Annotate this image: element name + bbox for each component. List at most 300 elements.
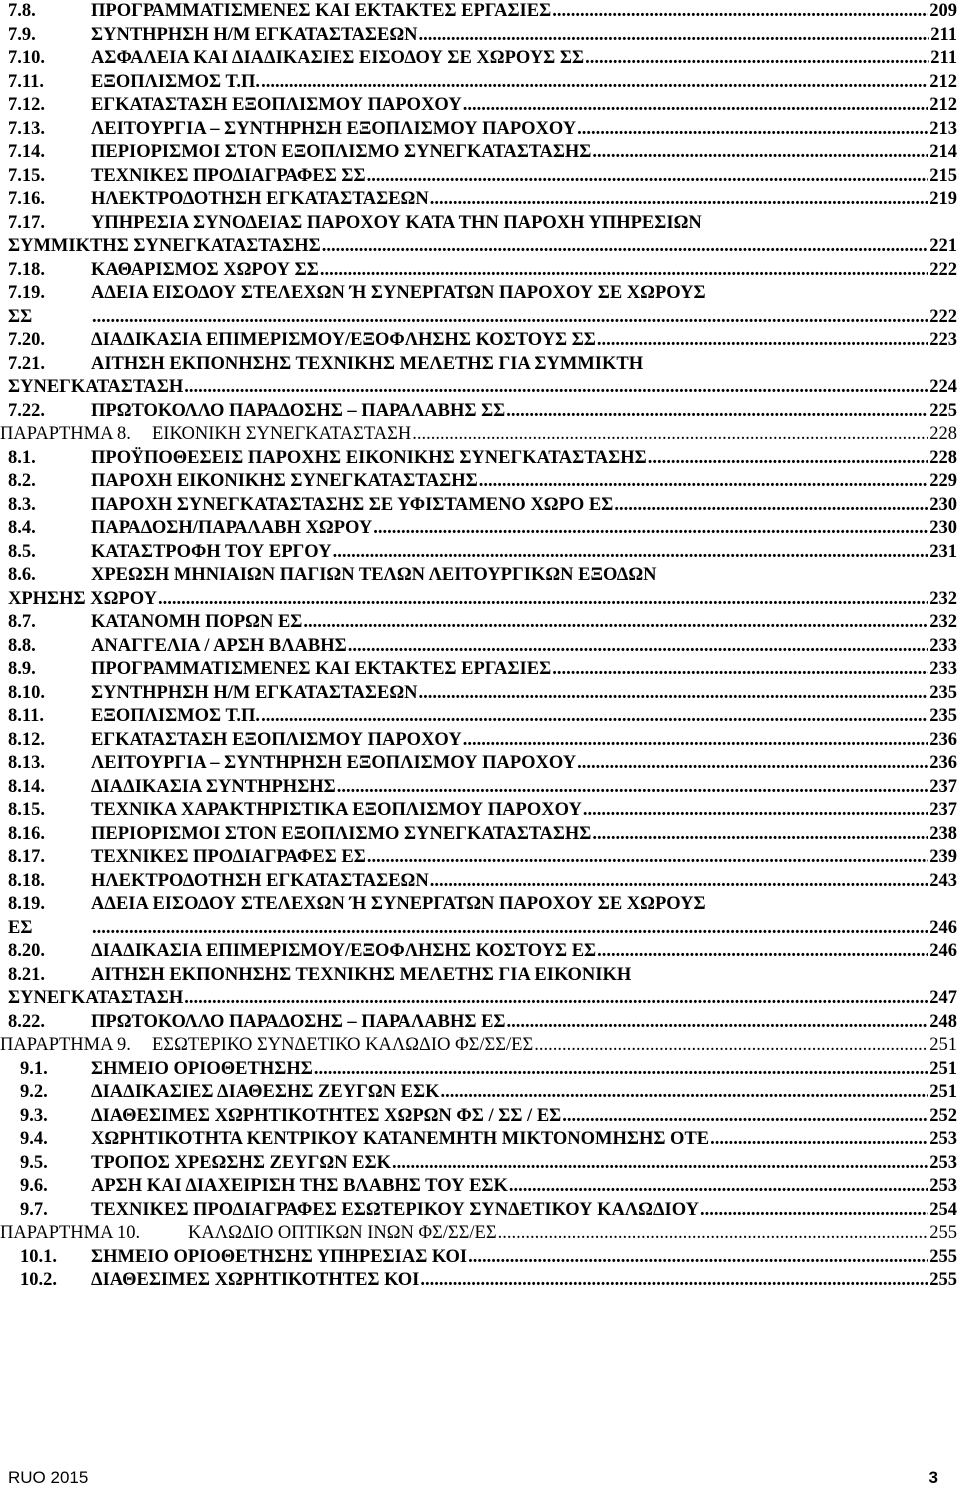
toc-entry-title: ΤΕΧΝΙΚΕΣ ΠΡΟΔΙΑΓΡΑΦΕΣ ΕΣΩΤΕΡΙΚΟΥ ΣΥΝΔΕΤΙΚΟΥ ΚΑΛΩΔΙΟΥ [91, 1199, 700, 1220]
toc-entry[interactable] [0, 118, 960, 142]
toc-section-number: 8.1. [8, 447, 36, 468]
toc-section-number: 8.9. [8, 659, 36, 679]
toc-entry-title: ΠΡΟΓΡΑΜΜΑΤΙΣΜΕΝΕΣ ΚΑΙ ΕΚΤΑΚΤΕΣ ΕΡΓΑΣΙΕΣ [91, 1, 552, 21]
toc-leader-dots [507, 1011, 929, 1035]
toc-page-number: 251 [929, 1035, 957, 1055]
toc-entry[interactable] [0, 235, 960, 259]
toc-entry[interactable] [0, 940, 960, 964]
toc-page-number: 219 [929, 189, 957, 209]
toc-page-number: 236 [929, 753, 957, 773]
toc-entry-line [91, 141, 957, 165]
toc-section-number: 7.15. [8, 165, 45, 186]
toc-section-number: 7.16. [8, 189, 45, 209]
toc-page-number: 229 [929, 471, 957, 491]
toc-entry[interactable] [0, 705, 960, 729]
toc-entry-title: ΣΥΝΤΗΡΗΣΗ Η/Μ ΕΓΚΑΤΑΣΤΑΣΕΩΝ [91, 24, 418, 45]
toc-entry[interactable] [0, 24, 960, 48]
toc-entry[interactable] [0, 823, 960, 847]
toc-entry-line [91, 564, 957, 588]
toc-leader-dots [348, 635, 929, 659]
toc-entry-title: ΔΙΑΘΕΣΙΜΕΣ ΧΩΡΗΤΙΚΟΤΗΤΕΣ ΚΟΙ [91, 1270, 420, 1290]
toc-page-number: 253 [929, 1152, 957, 1173]
toc-leader-dots [261, 705, 928, 729]
toc-page-number: 232 [929, 612, 957, 632]
toc-section-number: 10.2. [20, 1270, 57, 1290]
toc-entry-title: ΕΓΚΑΤΑΣΤΑΣΗ ΕΞΟΠΛΙΣΜΟΥ ΠΑΡΟΧΟΥ [91, 95, 462, 115]
toc-section-number: 7.20. [8, 330, 45, 350]
toc-page-number: 222 [929, 306, 957, 327]
toc-entry-title: ΣΥΜΜΙΚΤΗΣ ΣΥΝΕΓΚΑΤΑΣΤΑΣΗΣ [8, 236, 321, 256]
toc-page-number: 224 [929, 377, 957, 397]
toc-section-number: 8.14. [8, 776, 45, 797]
toc-entry-title: ΑΣΦΑΛΕΙΑ ΚΑΙ ΔΙΑΔΙΚΑΣΙΕΣ ΕΙΣΟΔΟΥ ΣΕ ΧΩΡΟΥΣ ΣΣ [91, 48, 585, 68]
toc-leader-dots [585, 47, 929, 71]
toc-entry-line [91, 447, 957, 471]
toc-entry-title: ΥΠΗΡΕΣΙΑ ΣΥΝΟΔΕΙΑΣ ΠΑΡΟΧΟΥ ΚΑΤΑ ΤΗΝ ΠΑΡΟΧΗ ΥΠΗΡΕΣΙΩΝ [91, 212, 702, 233]
toc-leader-dots [710, 1128, 928, 1152]
toc-entry[interactable] [0, 1081, 960, 1105]
toc-entry-title: ΕΓΚΑΤΑΣΤΑΣΗ ΕΞΟΠΛΙΣΜΟΥ ΠΑΡΟΧΟΥ [91, 729, 462, 750]
toc-entry[interactable] [0, 165, 960, 189]
toc-section-number: 8.3. [8, 494, 36, 515]
toc-entry[interactable] [0, 94, 960, 118]
toc-entry[interactable] [0, 588, 960, 612]
toc-entry[interactable] [0, 1128, 960, 1152]
toc-entry-title: ΕΞΟΠΛΙΣΜΟΣ Τ.Π. [91, 71, 261, 92]
toc-entry[interactable] [0, 987, 960, 1011]
toc-entry-line [91, 306, 957, 330]
toc-entry-title: ΑΙΤΗΣΗ ΕΚΠΟΝΗΣΗΣ ΤΕΧΝΙΚΗΣ ΜΕΛΕΤΗΣ ΓΙΑ ΕΙΚΟΝΙΚΗ [91, 964, 632, 985]
toc-page-number: 251 [929, 1082, 957, 1102]
toc-entry-line [91, 24, 957, 48]
toc-section-number: ΕΣ [8, 917, 33, 938]
toc-entry[interactable] [0, 306, 960, 330]
toc-section-number: 7.19. [8, 283, 45, 303]
toc-leader-dots [506, 400, 928, 424]
toc-page-number: 215 [929, 165, 957, 186]
toc-page-number: 225 [929, 400, 957, 421]
toc-leader-dots [614, 494, 928, 518]
toc-entry-title: ΠΑΡΑΔΟΣΗ/ΠΑΡΑΛΑΒΗ ΧΩΡΟΥ [91, 518, 373, 538]
toc-leader-dots [552, 658, 928, 682]
toc-leader-dots [441, 1081, 929, 1105]
toc-leader-dots [648, 447, 929, 471]
toc-entry-title: ΣΥΝΕΓΚΑΤΑΣΤΑΣΗ [8, 988, 184, 1008]
toc-leader-dots [430, 188, 929, 212]
toc-entry-line [91, 1199, 957, 1223]
toc-leader-dots [261, 71, 928, 95]
toc-entry-line [91, 729, 957, 753]
toc-leader-dots [92, 917, 928, 941]
toc-leader-dots [367, 846, 928, 870]
toc-entry-line [91, 259, 957, 283]
toc-entry[interactable] [0, 517, 960, 541]
toc-entry[interactable] [0, 1152, 960, 1176]
toc-section-number: ΠΑΡΑΡΤΗΜΑ 10. [0, 1223, 141, 1243]
toc-leader-dots [468, 1246, 928, 1270]
toc-section-number: 7.18. [8, 259, 45, 280]
toc-entry-title: ΤΡΟΠΟΣ ΧΡΕΩΣΗΣ ΖΕΥΓΩΝ ΕΣΚ [91, 1152, 391, 1173]
toc-entry[interactable] [0, 964, 960, 988]
toc-entry-line [91, 94, 957, 118]
toc-entry-title: ΔΙΑΔΙΚΑΣΙΑ ΕΠΙΜΕΡΙΣΜΟΥ/ΕΞΟΦΛΗΣΗΣ ΚΟΣΤΟΥΣ ΣΣ [91, 330, 596, 350]
toc-page-number: 252 [929, 1105, 957, 1126]
toc-entry-line [91, 165, 957, 189]
toc-page-number: 235 [929, 706, 957, 726]
toc-entry-title: ΠΕΡΙΟΡΙΣΜΟΙ ΣΤΟΝ ΕΞΟΠΛΙΣΜΟ ΣΥΝΕΓΚΑΤΑΣΤΑΣΗΣ [91, 142, 592, 162]
toc-page-number: 247 [929, 988, 957, 1008]
toc-leader-dots [337, 776, 928, 800]
toc-entry-title: ΣΗΜΕΙΟ ΟΡΙΟΘΕΤΗΣΗΣ [91, 1058, 313, 1079]
toc-entry-line [91, 799, 957, 823]
toc-page-number: 248 [929, 1011, 957, 1032]
toc-entry[interactable] [0, 611, 960, 635]
toc-entry[interactable] [0, 494, 960, 518]
toc-entry-title: ΠΑΡΟΧΗ ΣΥΝΕΓΚΑΤΑΣΤΑΣΗΣ ΣΕ ΥΦΙΣΤΑΜΕΝΟ ΧΩΡΟ ΕΣ [91, 494, 614, 515]
toc-entry-line [188, 1222, 957, 1246]
toc-entry-line [91, 940, 957, 964]
toc-entry-line [91, 917, 957, 941]
toc-section-number: 7.21. [8, 353, 45, 374]
toc-entry-line [152, 1034, 957, 1058]
toc-leader-dots [498, 1222, 929, 1246]
toc-entry[interactable] [0, 1199, 960, 1223]
toc-leader-dots [592, 823, 928, 847]
toc-entry-line [8, 376, 957, 400]
toc-section-number: 9.4. [20, 1129, 48, 1149]
toc-leader-dots [303, 611, 928, 635]
toc-leader-dots [562, 1105, 928, 1129]
toc-page-number: 255 [929, 1223, 957, 1243]
toc-entry[interactable] [0, 1011, 960, 1035]
toc-entry-title: ΠΡΟΓΡΑΜΜΑΤΙΣΜΕΝΕΣ ΚΑΙ ΕΚΤΑΚΤΕΣ ΕΡΓΑΣΙΕΣ [91, 659, 552, 679]
toc-leader-dots [373, 517, 928, 541]
toc-entry-line [91, 118, 957, 142]
toc-entry-line [8, 235, 957, 259]
toc-entry-title: ΣΥΝΤΗΡΗΣΗ Η/Μ ΕΓΚΑΤΑΣΤΑΣΕΩΝ [91, 682, 418, 703]
toc-entry-title: ΧΡΕΩΣΗ ΜΗΝΙΑΙΩΝ ΠΑΓΙΩΝ ΤΕΛΩΝ ΛΕΙΤΟΥΡΓΙΚΩΝ ΕΞΟΔΩΝ [91, 565, 657, 585]
toc-entry[interactable] [0, 1058, 960, 1082]
toc-entry-title: ΑΝΑΓΓΕΛΙΑ / ΑΡΣΗ ΒΛΑΒΗΣ [91, 635, 347, 656]
toc-page-number: 211 [930, 48, 957, 68]
toc-entry-line [91, 1269, 957, 1293]
toc-leader-dots [314, 1058, 928, 1082]
toc-entry[interactable] [0, 141, 960, 165]
toc-entry-line [91, 400, 957, 424]
toc-leader-dots [463, 729, 929, 753]
toc-entry[interactable] [0, 0, 960, 24]
toc-entry-title: ΤΕΧΝΙΚΑ ΧΑΡΑΚΤΗΡΙΣΤΙΚΑ ΕΞΟΠΛΙΣΜΟΥ ΠΑΡΟΧΟΥ [91, 800, 582, 820]
toc-entry-line [91, 1058, 957, 1082]
toc-entry-title: ΑΔΕΙΑ ΕΙΣΟΔΟΥ ΣΤΕΛΕΧΩΝ Ή ΣΥΝΕΡΓΑΤΩΝ ΠΑΡΟΧΟΥ ΣΕ ΧΩΡΟΥΣ [91, 894, 706, 914]
toc-entry-line [91, 1011, 957, 1035]
toc-page-number: 237 [929, 800, 957, 820]
toc-section-number: 8.19. [8, 894, 45, 914]
toc-entry[interactable] [0, 376, 960, 400]
toc-leader-dots [583, 799, 928, 823]
toc-page-number: 238 [929, 823, 957, 844]
toc-entry[interactable] [0, 776, 960, 800]
toc-leader-dots [430, 870, 929, 894]
toc-leader-dots [333, 541, 929, 565]
toc-section-number: 8.12. [8, 729, 45, 750]
toc-page-number: 246 [929, 917, 957, 938]
toc-leader-dots [577, 752, 928, 776]
toc-entry-title: ΠΡΩΤΟΚΟΛΛΟ ΠΑΡΑΔΟΣΗΣ – ΠΑΡΑΛΑΒΗΣ ΣΣ [91, 400, 506, 421]
toc-page-number: 254 [929, 1199, 957, 1220]
toc-entry[interactable] [0, 1222, 960, 1246]
toc-leader-dots [479, 470, 928, 494]
toc-entry[interactable] [0, 752, 960, 776]
toc-section-number: 8.8. [8, 635, 36, 656]
toc-entry-line [91, 964, 957, 988]
toc-entry[interactable] [0, 47, 960, 71]
toc-leader-dots [320, 259, 928, 283]
toc-leader-dots [412, 423, 928, 447]
toc-entry-line [8, 588, 957, 612]
toc-page-number: 230 [929, 518, 957, 538]
toc-page-number: 228 [929, 447, 957, 468]
toc-entry-line [91, 517, 957, 541]
toc-entry[interactable] [0, 870, 960, 894]
toc-entry[interactable] [0, 423, 960, 447]
toc-section-number: 8.4. [8, 518, 36, 538]
toc-page-number: 243 [929, 870, 957, 891]
toc-page-number: 222 [929, 259, 957, 280]
toc-entry-title: ΠΑΡΟΧΗ ΕΙΚΟΝΙΚΗΣ ΣΥΝΕΓΚΑΤΑΣΤΑΣΗΣ [91, 471, 478, 491]
toc-page-number: 232 [929, 588, 957, 609]
toc-entry-title: ΣΗΜΕΙΟ ΟΡΙΟΘΕΤΗΣΗΣ ΥΠΗΡΕΣΙΑΣ ΚΟΙ [91, 1246, 468, 1267]
toc-entry-title: ΕΞΟΠΛΙΣΜΟΣ Τ.Π. [91, 706, 261, 726]
toc-section-number: 8.16. [8, 823, 45, 844]
toc-section-number: 8.2. [8, 471, 36, 491]
toc-leader-dots [552, 0, 928, 24]
toc-entry[interactable] [0, 353, 960, 377]
toc-entry-title: ΔΙΑΔΙΚΑΣΙΑ ΕΠΙΜΕΡΙΣΜΟΥ/ΕΞΟΦΛΗΣΗΣ ΚΟΣΤΟΥΣ ΕΣ [91, 941, 597, 961]
toc-leader-dots [597, 940, 928, 964]
toc-section-number: 8.21. [8, 964, 45, 985]
toc-section-number: 8.5. [8, 541, 36, 562]
toc-section-number: 8.18. [8, 870, 45, 891]
toc-leader-dots [322, 235, 928, 259]
toc-leader-dots [420, 1269, 928, 1293]
toc-entry[interactable] [0, 799, 960, 823]
toc-entry-line [152, 423, 957, 447]
toc-entry-title: ΣΥΝΕΓΚΑΤΑΣΤΑΣΗ [8, 377, 184, 397]
toc-entry-line [91, 611, 957, 635]
toc-section-number: 8.6. [8, 565, 36, 585]
toc-entry-line [91, 893, 957, 917]
toc-entry-line [91, 188, 957, 212]
toc-entry[interactable] [0, 917, 960, 941]
toc-entry-line [91, 705, 957, 729]
toc-section-number: 7.17. [8, 212, 45, 233]
toc-leader-dots [463, 94, 929, 118]
toc-section-number: 10.1. [20, 1246, 57, 1267]
toc-section-number: 7.13. [8, 118, 45, 139]
toc-section-number: 9.7. [20, 1199, 48, 1220]
toc-entry-title: ΚΑΘΑΡΙΣΜΟΣ ΧΩΡΟΥ ΣΣ [91, 259, 319, 280]
toc-entry-title: ΛΕΙΤΟΥΡΓΙΑ – ΣΥΝΤΗΡΗΣΗ ΕΞΟΠΛΙΣΜΟΥ ΠΑΡΟΧΟΥ [91, 753, 577, 773]
toc-section-number: 9.2. [20, 1082, 48, 1102]
toc-entry[interactable] [0, 282, 960, 306]
toc-entry-line [91, 1152, 957, 1176]
toc-entry-title: ΑΙΤΗΣΗ ΕΚΠΟΝΗΣΗΣ ΤΕΧΝΙΚΗΣ ΜΕΛΕΤΗΣ ΓΙΑ ΣΥΜΜΙΚΤΗ [91, 353, 644, 374]
toc-page-number: 251 [929, 1058, 957, 1079]
toc-page-number: 253 [929, 1129, 957, 1149]
toc-entry[interactable] [0, 470, 960, 494]
toc-entry[interactable] [0, 212, 960, 236]
toc-entry-title: ΚΑΤΑΝΟΜΗ ΠΟΡΩΝ ΕΣ [91, 612, 303, 632]
toc-section-number: 9.3. [20, 1105, 48, 1126]
toc-entry-line [91, 494, 957, 518]
toc-section-number: 7.9. [8, 24, 36, 45]
toc-entry[interactable] [0, 682, 960, 706]
toc-section-number: ΣΣ [8, 306, 33, 327]
toc-entry-line [91, 1246, 957, 1270]
toc-entry-title: ΠΕΡΙΟΡΙΣΜΟΙ ΣΤΟΝ ΕΞΟΠΛΙΣΜΟ ΣΥΝΕΓΚΑΤΑΣΤΑΣΗΣ [91, 823, 592, 844]
toc-leader-dots [700, 1199, 928, 1223]
toc-entry-line [91, 329, 957, 353]
toc-leader-dots [592, 141, 928, 165]
toc-page-number: 246 [929, 941, 957, 961]
toc-page-number: 209 [929, 1, 957, 21]
toc-entry-title: ΤΕΧΝΙΚΕΣ ΠΡΟΔΙΑΓΡΑΦΕΣ ΕΣ [91, 847, 366, 867]
toc-entry[interactable] [0, 71, 960, 95]
toc-entry-line [91, 1105, 957, 1129]
toc-section-number: ΠΑΡΑΡΤΗΜΑ 9. [0, 1035, 131, 1055]
toc-entry-line [91, 776, 957, 800]
toc-entry-line [91, 282, 957, 306]
toc-leader-dots [184, 987, 928, 1011]
toc-page-number: 211 [930, 24, 957, 45]
toc-section-number: 9.5. [20, 1152, 48, 1173]
toc-page-number: 255 [929, 1270, 957, 1290]
toc-entry-line [91, 682, 957, 706]
toc-entry-title: ΤΕΧΝΙΚΕΣ ΠΡΟΔΙΑΓΡΑΦΕΣ ΣΣ [91, 165, 366, 186]
toc-page-number: 239 [929, 847, 957, 867]
toc-entry-line [91, 212, 957, 236]
toc-entry[interactable] [0, 846, 960, 870]
toc-section-number: 8.10. [8, 682, 45, 703]
toc-entry[interactable] [0, 1175, 960, 1199]
toc-entry-title: ΧΡΗΣΗΣ ΧΩΡΟΥ [8, 588, 158, 609]
toc-entry-title: ΑΔΕΙΑ ΕΙΣΟΔΟΥ ΣΤΕΛΕΧΩΝ Ή ΣΥΝΕΡΓΑΤΩΝ ΠΑΡΟΧΟΥ ΣΕ ΧΩΡΟΥΣ [91, 283, 706, 303]
toc-entry-line [91, 541, 957, 565]
toc-entry-line [91, 71, 957, 95]
toc-page-number: 231 [929, 541, 957, 562]
toc-entry-title: ΔΙΑΘΕΣΙΜΕΣ ΧΩΡΗΤΙΚΟΤΗΤΕΣ ΧΩΡΩΝ ΦΣ / ΣΣ / ΕΣ [91, 1105, 562, 1126]
toc-leader-dots [184, 376, 928, 400]
toc-entry-line [8, 987, 957, 1011]
toc-entry-line [91, 658, 957, 682]
toc-entry[interactable] [0, 635, 960, 659]
toc-section-number: 7.12. [8, 95, 45, 115]
toc-page-number: 255 [929, 1246, 957, 1267]
toc-leader-dots [419, 24, 930, 48]
toc-section-number: 7.14. [8, 142, 45, 162]
toc-entry[interactable] [0, 893, 960, 917]
toc-page-number: 235 [929, 682, 957, 703]
toc-section-number: 8.22. [8, 1011, 45, 1032]
toc-section-number: 7.11. [8, 71, 44, 92]
toc-entry[interactable] [0, 1246, 960, 1270]
toc-page-number: 228 [929, 424, 957, 444]
toc-page-number: 253 [929, 1176, 957, 1196]
toc-page-number: 230 [929, 494, 957, 515]
toc-page-number: 236 [929, 729, 957, 750]
toc-page-number: 221 [929, 236, 957, 256]
toc-section-number: 8.15. [8, 800, 45, 820]
toc-leader-dots [158, 588, 928, 612]
toc-entry-title: ΔΙΑΔΙΚΑΣΙΑ ΣΥΝΤΗΡΗΣΗΣ [91, 776, 336, 797]
toc-entry[interactable] [0, 188, 960, 212]
toc-page-number: 223 [929, 330, 957, 350]
toc-entry-title: ΗΛΕΚΤΡΟΔΟΤΗΣΗ ΕΓΚΑΤΑΣΤΑΣΕΩΝ [91, 189, 429, 209]
toc-leader-dots [92, 306, 928, 330]
footer-document-id: RUO 2015 [8, 1468, 89, 1487]
toc-entry[interactable] [0, 400, 960, 424]
toc-entry[interactable] [0, 259, 960, 283]
toc-entry-title: ΚΑΛΩΔΙΟ ΟΠΤΙΚΩΝ ΙΝΩΝ ΦΣ/ΣΣ/ΕΣ [188, 1223, 497, 1243]
toc-page-number: 212 [929, 71, 957, 92]
toc-page-number: 233 [929, 635, 957, 656]
toc-entry-line [91, 846, 957, 870]
toc-leader-dots [577, 118, 928, 142]
toc-entry[interactable] [0, 1105, 960, 1129]
toc-entry-line [91, 635, 957, 659]
toc-entry[interactable] [0, 541, 960, 565]
toc-entry[interactable] [0, 329, 960, 353]
toc-entry-line [91, 0, 957, 24]
toc-entry-line [91, 870, 957, 894]
toc-page-number: 237 [929, 776, 957, 797]
toc-entry[interactable] [0, 729, 960, 753]
toc-entry[interactable] [0, 658, 960, 682]
toc-section-number: 7.8. [8, 1, 36, 21]
toc-entry-title: ΕΙΚΟΝΙΚΗ ΣΥΝΕΓΚΑΤΑΣΤΑΣΗ [152, 424, 412, 444]
toc-section-number: 8.20. [8, 941, 45, 961]
toc-entry-line [91, 1175, 957, 1199]
toc-section-number: 8.7. [8, 612, 36, 632]
toc-leader-dots [367, 165, 929, 189]
toc-section-number: 8.17. [8, 847, 45, 867]
toc-section-number: 7.10. [8, 48, 45, 68]
toc-entry-title: ΛΕΙΤΟΥΡΓΙΑ – ΣΥΝΤΗΡΗΣΗ ΕΞΟΠΛΙΣΜΟΥ ΠΑΡΟΧΟΥ [91, 118, 577, 139]
toc-section-number: 8.13. [8, 753, 45, 773]
toc-entry-title: ΑΡΣΗ ΚΑΙ ΔΙΑΧΕΙΡΙΣΗ ΤΗΣ ΒΛΑΒΗΣ ΤΟΥ ΕΣΚ [91, 1176, 508, 1196]
toc-entry-line [91, 1081, 957, 1105]
toc-entry[interactable] [0, 564, 960, 588]
toc-entry[interactable] [0, 447, 960, 471]
toc-page-number: 212 [929, 95, 957, 115]
toc-leader-dots [597, 329, 928, 353]
toc-entry-title: ΠΡΟΫΠΟΘΕΣΕΙΣ ΠΑΡΟΧΗΣ ΕΙΚΟΝΙΚΗΣ ΣΥΝΕΓΚΑΤΑΣΤΑΣΗΣ [91, 447, 647, 468]
toc-entry-title: ΚΑΤΑΣΤΡΟΦΗ ΤΟΥ ΕΡΓΟΥ [91, 541, 332, 562]
toc-entry-title: ΧΩΡΗΤΙΚΟΤΗΤΑ ΚΕΝΤΡΙΚΟΥ ΚΑΤΑΝΕΜΗΤΗ ΜΙΚΤΟΝΟΜΗΣΗΣ ΟΤΕ [91, 1129, 710, 1149]
toc-leader-dots [534, 1034, 928, 1058]
toc-entry-title: ΗΛΕΚΤΡΟΔΟΤΗΣΗ ΕΓΚΑΤΑΣΤΑΣΕΩΝ [91, 870, 429, 891]
toc-entry[interactable] [0, 1034, 960, 1058]
toc-page-number: 233 [929, 659, 957, 679]
toc-leader-dots [509, 1175, 928, 1199]
toc-entry-line [91, 353, 957, 377]
toc-section-number: 9.1. [20, 1058, 48, 1079]
toc-entry-line [91, 470, 957, 494]
toc-leader-dots [392, 1152, 928, 1176]
toc-page-number: 213 [929, 118, 957, 139]
toc-entry[interactable] [0, 1269, 960, 1293]
